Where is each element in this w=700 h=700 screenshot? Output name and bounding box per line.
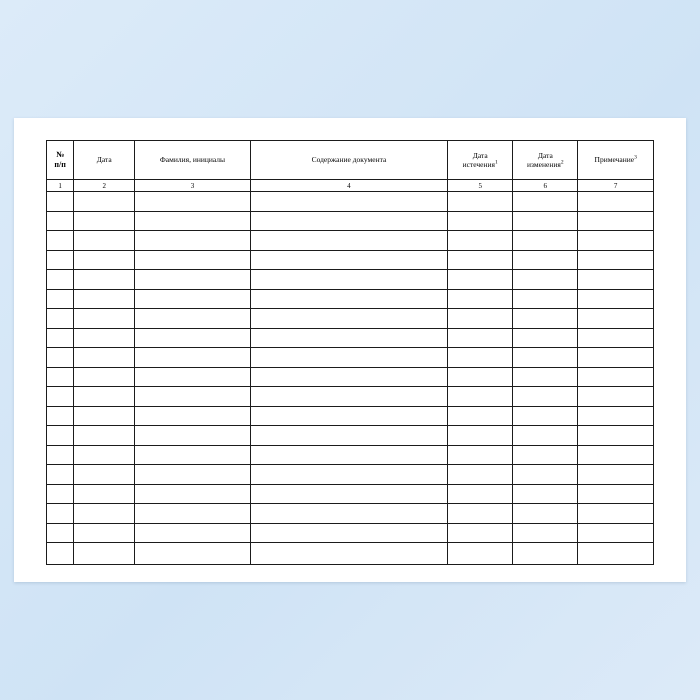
table-cell[interactable] <box>135 484 251 504</box>
table-cell[interactable] <box>250 465 447 485</box>
header-content-label: Содержание документа <box>311 155 387 165</box>
table-cell[interactable] <box>513 367 578 387</box>
document-page <box>14 118 686 582</box>
table-cell[interactable] <box>135 309 251 329</box>
header-cell-number <box>47 141 74 180</box>
table-cell[interactable] <box>513 348 578 368</box>
table-cell[interactable] <box>135 543 251 565</box>
table-cell[interactable] <box>47 211 74 231</box>
table-cell[interactable] <box>47 445 74 465</box>
table-cell[interactable] <box>135 348 251 368</box>
header-cell-change-date <box>513 141 578 180</box>
table-row[interactable] <box>47 270 654 290</box>
table-cell[interactable] <box>513 523 578 543</box>
table-cell[interactable] <box>448 426 513 446</box>
table-cell[interactable] <box>74 445 135 465</box>
table-cell[interactable] <box>513 543 578 565</box>
table-cell[interactable] <box>135 426 251 446</box>
table-cell[interactable] <box>74 231 135 251</box>
table-cell[interactable] <box>74 523 135 543</box>
table-row[interactable] <box>47 328 654 348</box>
header-expiry-line2: истечения <box>462 160 495 169</box>
table-cell[interactable] <box>74 270 135 290</box>
table-header <box>47 141 654 192</box>
table-cell[interactable] <box>513 192 578 212</box>
table-cell[interactable] <box>47 543 74 565</box>
table-cell[interactable] <box>250 211 447 231</box>
table-cell[interactable] <box>250 367 447 387</box>
table-cell[interactable] <box>47 250 74 270</box>
table-cell[interactable] <box>47 192 74 212</box>
table-cell[interactable] <box>578 270 654 290</box>
column-number-3: 3 <box>135 180 251 192</box>
table-cell[interactable] <box>74 309 135 329</box>
table-cell[interactable] <box>250 231 447 251</box>
table-cell[interactable] <box>74 504 135 524</box>
table-cell[interactable] <box>448 231 513 251</box>
table-cell[interactable] <box>250 543 447 565</box>
table-cell[interactable] <box>74 426 135 446</box>
table-row[interactable] <box>47 250 654 270</box>
header-change-footnote: 2 <box>560 159 564 166</box>
table-cell[interactable] <box>513 406 578 426</box>
table-cell[interactable] <box>513 270 578 290</box>
header-cell-date <box>74 141 135 180</box>
table-cell[interactable] <box>578 367 654 387</box>
table-cell[interactable] <box>578 211 654 231</box>
table-cell[interactable] <box>135 211 251 231</box>
table-row[interactable] <box>47 426 654 446</box>
table-cell[interactable] <box>135 328 251 348</box>
table-cell[interactable] <box>513 426 578 446</box>
table-cell[interactable] <box>47 270 74 290</box>
table-row[interactable] <box>47 309 654 329</box>
table-cell[interactable] <box>135 406 251 426</box>
header-cell-note <box>578 141 654 180</box>
table-cell[interactable] <box>47 523 74 543</box>
table-cell[interactable] <box>578 426 654 446</box>
header-cell-expiry-date <box>448 141 513 180</box>
table-row[interactable] <box>47 406 654 426</box>
table-cell[interactable] <box>74 192 135 212</box>
table-row[interactable] <box>47 484 654 504</box>
table-cell[interactable] <box>74 348 135 368</box>
table-cell[interactable] <box>74 289 135 309</box>
table-cell[interactable] <box>578 465 654 485</box>
table-cell[interactable] <box>578 348 654 368</box>
table-cell[interactable] <box>74 328 135 348</box>
table-cell[interactable] <box>47 465 74 485</box>
header-note-footnote: 3 <box>634 154 637 161</box>
header-expiry-line1: Дата <box>472 150 488 160</box>
table-cell[interactable] <box>448 445 513 465</box>
table-cell[interactable] <box>578 406 654 426</box>
table-cell[interactable] <box>250 445 447 465</box>
table-cell[interactable] <box>578 231 654 251</box>
table-cell[interactable] <box>47 406 74 426</box>
column-number-1: 1 <box>47 180 74 192</box>
table-cell[interactable] <box>513 289 578 309</box>
table-cell[interactable] <box>578 328 654 348</box>
table-row[interactable] <box>47 523 654 543</box>
table-row[interactable] <box>47 192 654 212</box>
header-expiry-footnote: 1 <box>494 159 498 166</box>
table-cell[interactable] <box>74 250 135 270</box>
table-cell[interactable] <box>448 543 513 565</box>
table-cell[interactable] <box>250 348 447 368</box>
column-numbering-row <box>47 180 654 192</box>
table-cell[interactable] <box>135 504 251 524</box>
table-cell[interactable] <box>47 328 74 348</box>
table-cell[interactable] <box>47 289 74 309</box>
table-cell[interactable] <box>250 387 447 407</box>
table-cell[interactable] <box>47 484 74 504</box>
table-cell[interactable] <box>448 289 513 309</box>
table-cell[interactable] <box>513 309 578 329</box>
table-cell[interactable] <box>250 523 447 543</box>
table-cell[interactable] <box>74 211 135 231</box>
header-number-line2: п/п <box>54 160 66 169</box>
table-row[interactable] <box>47 465 654 485</box>
journal-table-container <box>46 140 654 565</box>
table-cell[interactable] <box>250 504 447 524</box>
header-date-label: Дата <box>96 155 112 165</box>
table-cell[interactable] <box>135 231 251 251</box>
table-cell[interactable] <box>513 231 578 251</box>
table-cell[interactable] <box>135 387 251 407</box>
table-cell[interactable] <box>578 309 654 329</box>
table-cell[interactable] <box>135 250 251 270</box>
table-cell[interactable] <box>513 465 578 485</box>
table-row[interactable] <box>47 289 654 309</box>
table-cell[interactable] <box>74 367 135 387</box>
table-cell[interactable] <box>448 309 513 329</box>
table-cell[interactable] <box>448 250 513 270</box>
table-row[interactable] <box>47 367 654 387</box>
table-cell[interactable] <box>250 484 447 504</box>
header-change-line2: изменения <box>527 160 561 169</box>
header-surname-label: Фамилия, инициалы <box>159 155 226 165</box>
table-cell[interactable] <box>47 504 74 524</box>
header-change-line1: Дата <box>537 150 553 160</box>
table-cell[interactable] <box>513 484 578 504</box>
table-cell[interactable] <box>448 367 513 387</box>
table-cell[interactable] <box>135 270 251 290</box>
column-number-6: 6 <box>513 180 578 192</box>
table-cell[interactable] <box>47 231 74 251</box>
table-cell[interactable] <box>448 523 513 543</box>
table-cell[interactable] <box>513 211 578 231</box>
table-cell[interactable] <box>250 192 447 212</box>
table-cell[interactable] <box>135 465 251 485</box>
table-cell[interactable] <box>135 445 251 465</box>
table-cell[interactable] <box>578 387 654 407</box>
table-cell[interactable] <box>250 328 447 348</box>
table-cell[interactable] <box>578 192 654 212</box>
table-cell[interactable] <box>448 211 513 231</box>
header-row <box>47 141 654 180</box>
table-cell[interactable] <box>250 406 447 426</box>
table-body <box>47 192 654 565</box>
table-cell[interactable] <box>74 484 135 504</box>
table-cell[interactable] <box>250 289 447 309</box>
table-cell[interactable] <box>578 523 654 543</box>
header-cell-surname <box>135 141 251 180</box>
table-cell[interactable] <box>448 192 513 212</box>
table-cell[interactable] <box>578 484 654 504</box>
table-cell[interactable] <box>513 328 578 348</box>
table-cell[interactable] <box>47 426 74 446</box>
header-number-line1: № <box>56 150 65 159</box>
column-number-2: 2 <box>74 180 135 192</box>
table-cell[interactable] <box>74 387 135 407</box>
table-cell[interactable] <box>578 543 654 565</box>
table-cell[interactable] <box>47 387 74 407</box>
table-cell[interactable] <box>47 367 74 387</box>
header-note-label: Примечание <box>594 155 635 165</box>
table-cell[interactable] <box>448 504 513 524</box>
journal-table <box>46 140 654 565</box>
table-cell[interactable] <box>578 250 654 270</box>
table-cell[interactable] <box>448 465 513 485</box>
table-row[interactable] <box>47 348 654 368</box>
table-cell[interactable] <box>74 406 135 426</box>
table-cell[interactable] <box>135 367 251 387</box>
table-row[interactable] <box>47 504 654 524</box>
table-cell[interactable] <box>47 309 74 329</box>
table-cell[interactable] <box>135 192 251 212</box>
table-cell[interactable] <box>448 484 513 504</box>
column-number-4: 4 <box>250 180 447 192</box>
table-cell[interactable] <box>135 523 251 543</box>
table-cell[interactable] <box>513 250 578 270</box>
table-row[interactable] <box>47 211 654 231</box>
table-cell[interactable] <box>448 387 513 407</box>
column-number-7: 7 <box>578 180 654 192</box>
table-cell[interactable] <box>578 289 654 309</box>
table-cell[interactable] <box>448 348 513 368</box>
table-cell[interactable] <box>513 504 578 524</box>
table-row[interactable] <box>47 231 654 251</box>
table-row[interactable] <box>47 387 654 407</box>
table-cell[interactable] <box>513 445 578 465</box>
table-cell[interactable] <box>135 289 251 309</box>
table-cell[interactable] <box>578 504 654 524</box>
header-cell-content <box>250 141 447 180</box>
table-row[interactable] <box>47 445 654 465</box>
table-cell[interactable] <box>47 348 74 368</box>
table-cell[interactable] <box>448 270 513 290</box>
table-cell[interactable] <box>74 465 135 485</box>
table-cell[interactable] <box>74 543 135 565</box>
column-number-5: 5 <box>448 180 513 192</box>
table-cell[interactable] <box>578 445 654 465</box>
table-cell[interactable] <box>250 270 447 290</box>
table-row[interactable] <box>47 543 654 565</box>
table-cell[interactable] <box>250 426 447 446</box>
table-cell[interactable] <box>513 387 578 407</box>
table-cell[interactable] <box>250 309 447 329</box>
table-cell[interactable] <box>448 406 513 426</box>
table-cell[interactable] <box>448 328 513 348</box>
table-cell[interactable] <box>250 250 447 270</box>
